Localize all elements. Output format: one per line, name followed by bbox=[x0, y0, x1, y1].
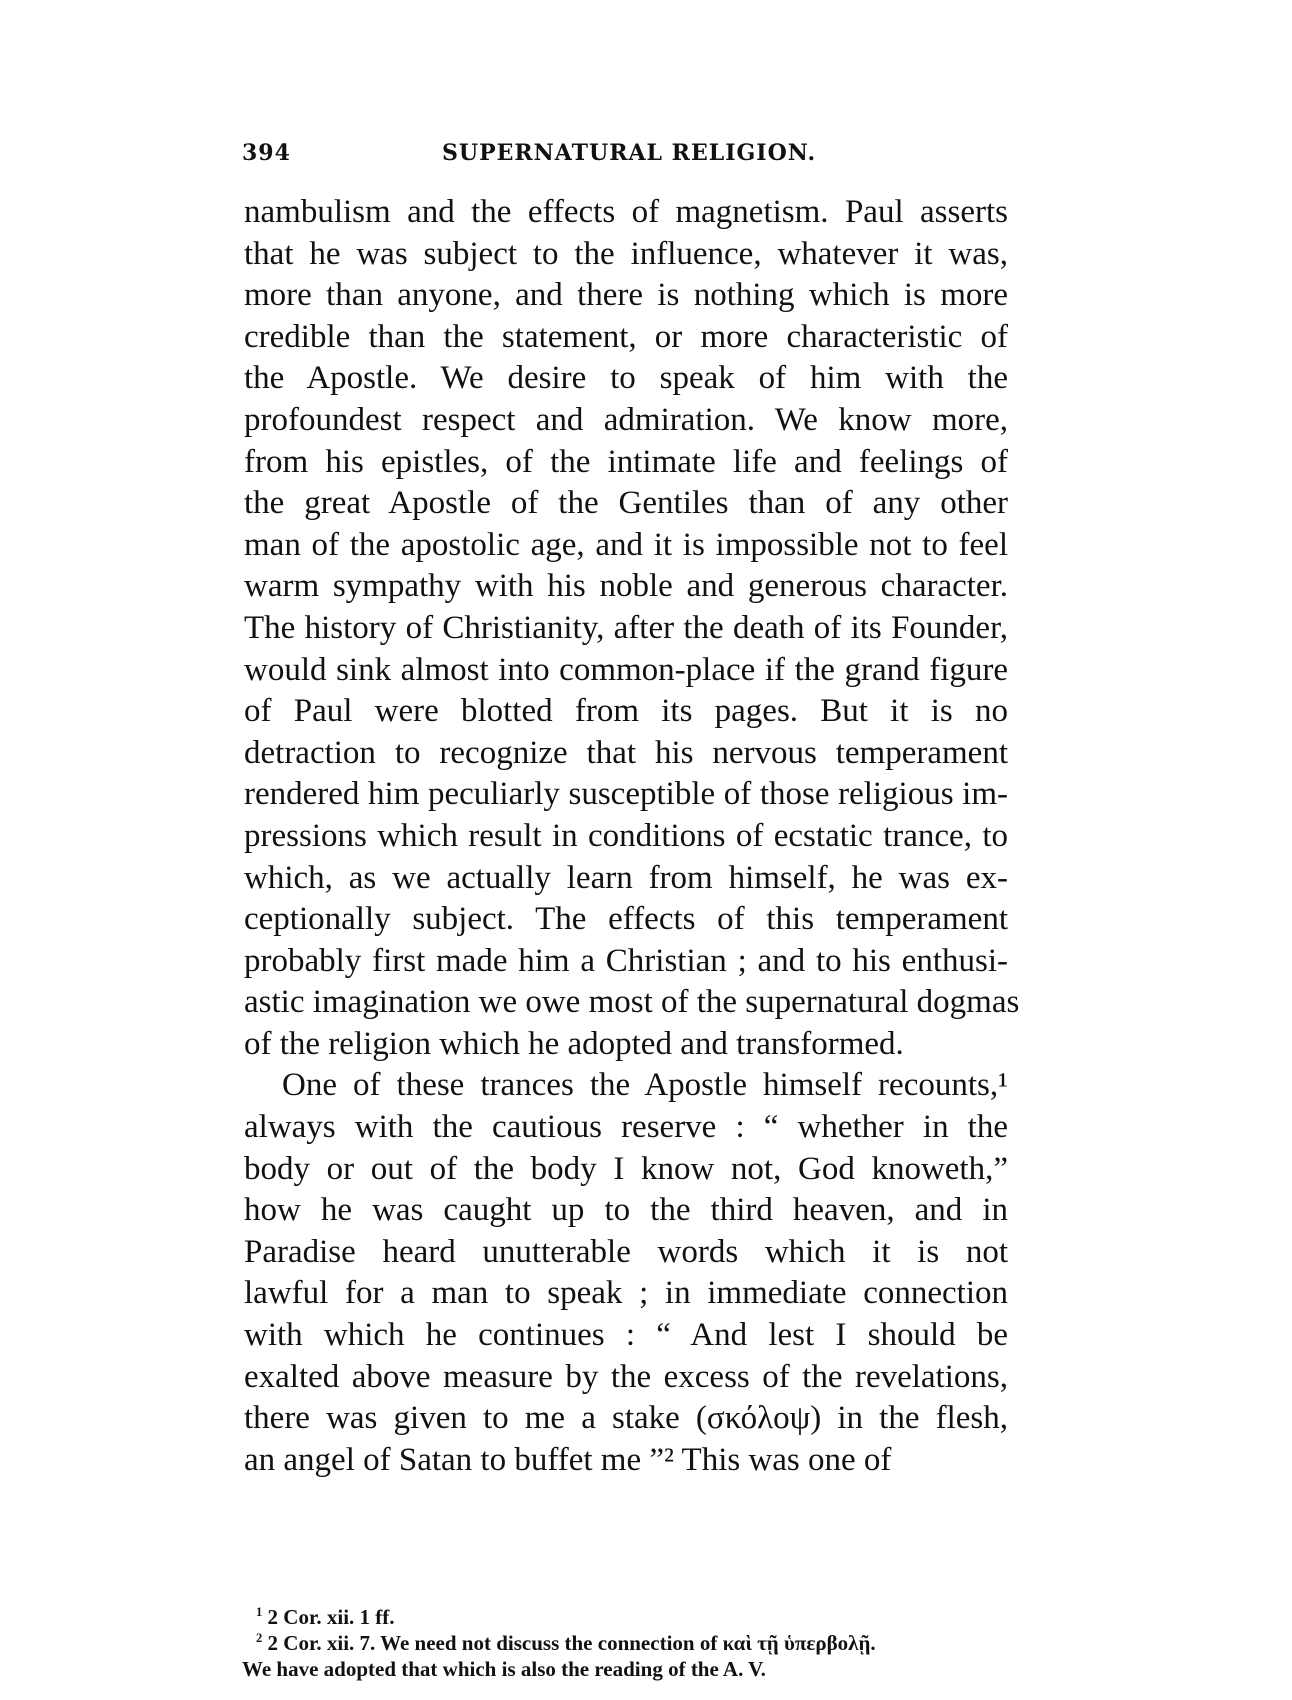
text-line: man of the apostolic age, and it is impossible not to feel bbox=[244, 526, 1008, 563]
text-line: that he was subject to the influence, whatever it was, bbox=[244, 235, 1008, 272]
text-line: probably first made him a Christian ; and to his enthusi- bbox=[244, 942, 1008, 979]
running-header bbox=[242, 140, 1012, 170]
text-line: Paradise heard unutterable words which it is not bbox=[244, 1233, 1008, 1270]
text-line: The history of Christianity, after the death of its Founder, bbox=[244, 609, 1008, 646]
running-title: SUPERNATURAL RELIGION. bbox=[442, 140, 817, 166]
text-line: always with the cautious reserve : “ whether in the bbox=[244, 1109, 1008, 1146]
text-line: body or out of the body I know not, God knoweth,” bbox=[244, 1150, 1008, 1187]
text-line: profoundest respect and admiration. We know more, bbox=[244, 401, 1008, 438]
text-line: from his epistles, of the intimate life and feelings of bbox=[244, 443, 1008, 480]
page-number: 394 bbox=[242, 140, 291, 166]
footnotes bbox=[242, 1604, 1011, 1682]
body-text bbox=[244, 192, 1020, 1481]
text-line: credible than the statement, or more characteristic of bbox=[244, 318, 1008, 355]
text-line: pressions which result in conditions of ecstatic trance, to bbox=[244, 817, 1008, 854]
text-line: how he was caught up to the third heaven, and in bbox=[244, 1192, 1008, 1229]
text-line: which, as we actually learn from himself, he was ex- bbox=[244, 859, 1008, 896]
text-line: of the religion which he adopted and transformed. bbox=[244, 1025, 904, 1062]
footnote-2-continuation: We have adopted that which is also the reading of the A. V. bbox=[242, 1657, 766, 1681]
text-line: the great Apostle of the Gentiles than of any other bbox=[244, 485, 1008, 522]
text-line: exalted above measure by the excess of the revelations, bbox=[244, 1358, 1008, 1395]
text-line: an angel of Satan to buffet me ”² This was one of bbox=[244, 1441, 892, 1478]
text-line: rendered him peculiarly susceptible of those religious im- bbox=[244, 776, 1008, 813]
text-line: there was given to me a stake (σκόλοψ) in the flesh, bbox=[244, 1400, 1008, 1437]
text-line: nambulism and the effects of magnetism. Paul asserts bbox=[244, 194, 1008, 230]
footnote-2: $^2$ 2 Cor. xii. 7. We need not discuss the connection of καὶ τῇ ὑπερβολῇ. bbox=[256, 1631, 876, 1655]
text-line: lawful for a man to speak ; in immediate connection bbox=[244, 1275, 1008, 1312]
text-line: warm sympathy with his noble and generous character. bbox=[244, 568, 1008, 605]
text-line: more than anyone, and there is nothing which is more bbox=[244, 277, 1008, 314]
text-line: would sink almost into common-place if the grand figure bbox=[244, 651, 1008, 688]
text-line: with which he continues : “ And lest I should be bbox=[244, 1317, 1008, 1354]
paragraph-2 bbox=[244, 1065, 1008, 1481]
paragraph-1 bbox=[244, 192, 1020, 1065]
text-line: of Paul were blotted from its pages. But it is no bbox=[244, 693, 1008, 730]
text-line: the Apostle. We desire to speak of him with the bbox=[244, 360, 1008, 397]
footnote-1: $^1$ 2 Cor. xii. 1 ff. bbox=[256, 1605, 395, 1629]
text-line: One of these trances the Apostle himself recounts,¹ bbox=[282, 1067, 1008, 1104]
text-line: ceptionally subject. The effects of this temperament bbox=[244, 901, 1008, 938]
text-line: astic imagination we owe most of the supernatural dogmas bbox=[244, 984, 1020, 1021]
text-line: detraction to recognize that his nervous temperament bbox=[244, 734, 1008, 771]
